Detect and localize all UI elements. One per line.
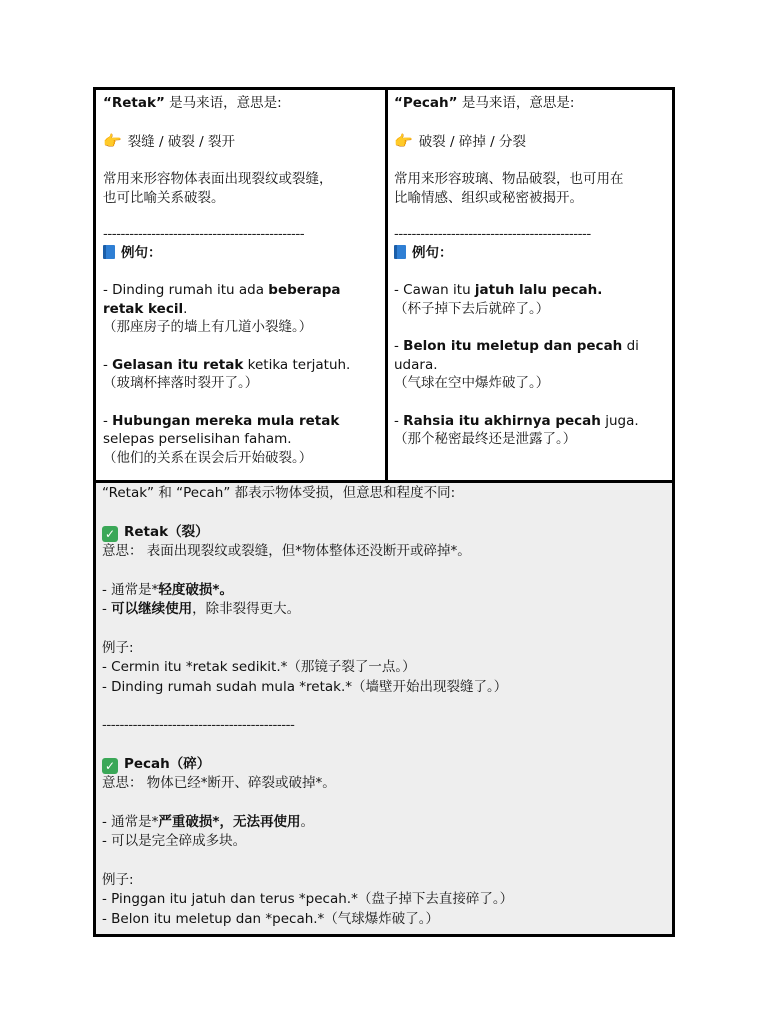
retak-example-b: - Dinding rumah sudah mula *retak.*（墙壁开始出现裂缝了。） — [102, 678, 508, 695]
pecah-column — [388, 90, 672, 480]
retak-examples-title: 例子: — [102, 639, 134, 656]
pecah-example-3: - Rahsia itu akhirnya pecah juga. — [394, 412, 639, 429]
comparison-divider: -------------------------------------------- — [102, 717, 295, 733]
pecah-example-a: - Pinggan itu jatuh dan terus *pecah.*（盘子掉下去直接碎了。） — [102, 891, 514, 907]
pecah-intro: “Pecah” 是马来语，意思是: — [394, 95, 575, 111]
pecah-meaning: 👉 破裂 / 碎掉 / 分裂 — [394, 131, 526, 150]
pecah-examples-title: 例句： — [394, 244, 666, 263]
pecah-example-1: - Cawan itu jatuh lalu pecah. — [394, 282, 603, 298]
pointing-hand-icon: 👉 — [103, 131, 122, 150]
definitions-row — [96, 90, 672, 480]
retak-description-2: 也可比喻关系破裂。 — [103, 189, 225, 206]
pecah-heading: ✓ Pecah（碎） — [102, 755, 666, 775]
pecah-bullet-2: - 可以是完全碎成多块。 — [102, 833, 247, 849]
pecah-description-2: 比喻情感、组织或秘密被揭开。 — [394, 189, 583, 206]
pecah-description-1: 常用来形容玻璃、物品破裂，也可用在 — [394, 171, 624, 187]
retak-description-1: 常用来形容物体表面出现裂纹或裂缝， — [103, 171, 333, 187]
retak-example-3-zh: （他们的关系在误会后开始破裂。） — [103, 449, 313, 466]
book-icon — [394, 245, 406, 259]
pecah-example-2-zh: （气球在空中爆炸破了。） — [394, 375, 550, 391]
pecah-divider: --------------------------------------------- — [394, 226, 591, 242]
retak-example-1-zh: （那座房子的墙上有几道小裂缝。） — [103, 319, 313, 335]
pecah-example-2: - Belon itu meletup dan pecah di udara. — [394, 338, 639, 373]
retak-examples-title: 例句： — [103, 244, 379, 263]
retak-meaning: 👉 裂缝 / 破裂 / 裂开 — [103, 131, 235, 150]
retak-example-2: - Gelasan itu retak ketika terjatuh. — [103, 356, 351, 373]
retak-heading: ✓ Retak（裂） — [102, 523, 666, 543]
retak-example-1: - Dinding rumah itu ada beberapa retak kecil. — [103, 282, 341, 317]
pecah-example-b: - Belon itu meletup dan *pecah.*（气球爆炸破了。） — [102, 910, 440, 927]
pecah-definition: 意思： 物体已经*断开、碎裂或破掉*。 — [102, 775, 336, 791]
vocabulary-sheet — [93, 87, 675, 937]
retak-divider: ---------------------------------------------- — [103, 226, 305, 242]
pecah-example-3-zh: （那个秘密最终还是泄露了。） — [394, 431, 577, 447]
comparison-section — [96, 483, 672, 934]
retak-column — [96, 90, 388, 480]
comparison-intro: “Retak” 和 “Pecah” 都表示物体受损，但意思和程度不同: — [102, 485, 456, 501]
retak-example-2-zh: （玻璃杯摔落时裂开了。） — [103, 375, 259, 391]
pecah-bullet-1: - 通常是*严重破损*，无法再使用。 — [102, 813, 314, 830]
book-icon — [103, 245, 115, 259]
pointing-hand-icon: 👉 — [394, 131, 413, 150]
check-icon: ✓ — [102, 526, 118, 542]
retak-bullet-1: - 通常是*轻度破损*。 — [102, 581, 233, 598]
retak-intro: “Retak” 是马来语，意思是: — [103, 95, 282, 111]
retak-example-a: - Cermin itu *retak sedikit.*（那镜子裂了一点。） — [102, 659, 416, 675]
retak-example-3: - Hubungan mereka mula retak selepas perselisihan faham. — [103, 412, 340, 447]
retak-bullet-2: - 可以继续使用，除非裂得更大。 — [102, 601, 301, 617]
pecah-examples-title: 例子: — [102, 871, 134, 888]
pecah-example-1-zh: （杯子掉下去后就碎了。） — [394, 300, 550, 317]
retak-definition: 意思： 表面出现裂纹或裂缝，但*物体整体还没断开或碎掉*。 — [102, 543, 471, 559]
check-icon: ✓ — [102, 758, 118, 774]
